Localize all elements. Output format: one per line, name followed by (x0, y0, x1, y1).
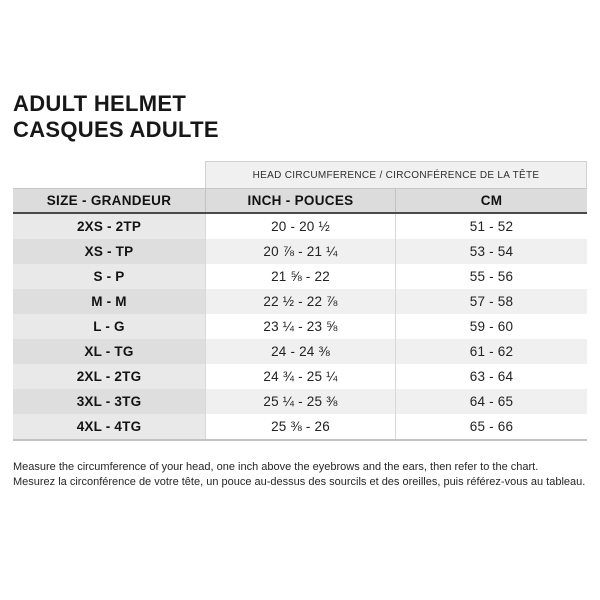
size-cell: 4XL - 4TG (13, 414, 205, 439)
table-row (13, 314, 587, 339)
size-cell: M - M (13, 289, 205, 314)
table-row (13, 239, 587, 264)
table-row (13, 264, 587, 289)
size-cell: XS - TP (13, 239, 205, 264)
cm-cell: 61 - 62 (395, 339, 587, 364)
size-cell: XL - TG (13, 339, 205, 364)
measurement-note (13, 460, 591, 490)
size-cell: 3XL - 3TG (13, 389, 205, 414)
cm-cell: 55 - 56 (395, 264, 587, 289)
inch-cell: 20 - 20 ½ (205, 214, 395, 239)
column-header-inch: INCH - POUCES (205, 189, 395, 212)
column-header-cm: CM (395, 189, 587, 212)
size-cell: S - P (13, 264, 205, 289)
head-circumference-label: HEAD CIRCUMFERENCE / CIRCONFÉRENCE DE LA TÊTE (252, 169, 540, 181)
cm-cell: 63 - 64 (395, 364, 587, 389)
table-row (13, 339, 587, 364)
head-circumference-band (205, 161, 587, 188)
cm-cell: 53 - 54 (395, 239, 587, 264)
table-row (13, 214, 587, 239)
size-chart-table (13, 161, 587, 441)
inch-cell: 24 ¾ - 25 ¼ (205, 364, 395, 389)
size-cell: 2XS - 2TP (13, 214, 205, 239)
table-row (13, 364, 587, 389)
page-title-fr: CASQUES ADULTE (13, 117, 219, 142)
inch-cell: 22 ½ - 22 ⅞ (205, 289, 395, 314)
measurement-note-fr: Mesurez la circonférence de votre tête, un pouce au-dessus des sourcils et des oreilles, puis référez-vous au tableau. (13, 476, 586, 488)
cm-cell: 59 - 60 (395, 314, 587, 339)
cm-cell: 57 - 58 (395, 289, 587, 314)
size-cell: L - G (13, 314, 205, 339)
inch-cell: 20 ⅞ - 21 ¼ (205, 239, 395, 264)
table-row (13, 414, 587, 439)
table-row (13, 289, 587, 314)
size-cell: 2XL - 2TG (13, 364, 205, 389)
table-row (13, 389, 587, 414)
inch-cell: 23 ¼ - 23 ⅝ (205, 314, 395, 339)
inch-cell: 24 - 24 ⅜ (205, 339, 395, 364)
cm-cell: 65 - 66 (395, 414, 587, 439)
inch-cell: 25 ⅜ - 26 (205, 414, 395, 439)
page-title-en: ADULT HELMET (13, 91, 187, 116)
cm-cell: 51 - 52 (395, 214, 587, 239)
table-body (13, 214, 587, 441)
inch-cell: 21 ⅝ - 22 (205, 264, 395, 289)
page-title (13, 91, 219, 143)
column-header-size: SIZE - GRANDEUR (46, 193, 172, 208)
inch-cell: 25 ¼ - 25 ⅜ (205, 389, 395, 414)
measurement-note-en: Measure the circumference of your head, one inch above the eyebrows and the ears, then refer to the chart. (13, 461, 539, 473)
table-header-row (13, 188, 587, 214)
cm-cell: 64 - 65 (395, 389, 587, 414)
